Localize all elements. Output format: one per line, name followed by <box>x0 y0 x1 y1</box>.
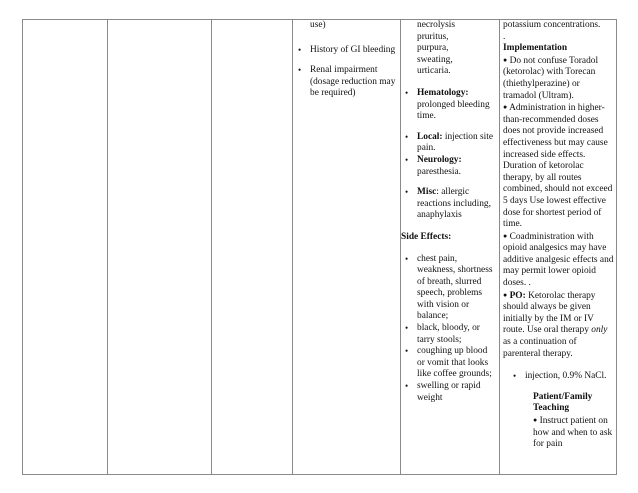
implementation-item-po <box>503 290 614 361</box>
bullet-icon: ● <box>503 231 508 240</box>
local-label: Local: <box>417 131 443 142</box>
po-text: Ketorolac therapy should always be given initially by the IM or IV route. Use oral therapy <box>503 290 596 336</box>
table-col-border-0 <box>22 19 23 475</box>
list-item <box>403 155 497 178</box>
table-col-border-3 <box>292 19 293 475</box>
side-effects-heading: Side Effects: <box>401 231 452 242</box>
table-bottom-border <box>22 474 617 475</box>
side-effects-list <box>403 254 497 405</box>
text-line: pruritus, <box>417 31 449 42</box>
po-tail: as a continuation of parenteral therapy. <box>503 337 577 359</box>
local-text: injection site pain. <box>417 131 494 154</box>
potassium-line: potassium concentrations. <box>503 20 601 30</box>
misc-text: : allergic reactions including, anaphylaxis <box>417 187 491 221</box>
list-item <box>403 88 497 123</box>
text-line: urticaria. <box>417 66 451 77</box>
list-item: • chest pain, weakness, shortness of breath, slurred speech, problems with vision or balance; <box>403 254 497 324</box>
table-col-border-1 <box>107 19 108 475</box>
teaching-item <box>503 415 614 451</box>
list-item: • swelling or rapid weight <box>403 381 497 404</box>
table-col-border-2 <box>211 19 212 475</box>
implementation-text: Do not confuse Toradol (ketorolac) with Torecan (thiethylperazine) or tramadol (Ultram). <box>503 55 599 101</box>
po-label: PO: <box>509 290 526 301</box>
stray-dot: . <box>503 31 506 42</box>
teaching-heading: Patient/Family Teaching <box>533 391 593 414</box>
list-item: • coughing up blood or vomit that looks like coffee grounds; <box>403 346 497 381</box>
teaching-text: Instruct patient on how and when to ask for pain <box>533 416 613 450</box>
implementation-item <box>503 231 614 290</box>
implementation-text: Administration in higher-than-recommended doses does not provide increased effectiveness but may cause increased side effects. Duration of ketorolac therapy, by all routes combined, should not exceed 5 days Use lowest effective dose for shortest period of time. <box>503 103 613 230</box>
text-line: sweating, <box>417 54 453 65</box>
implementation-text: Coadministration with opioid analgesics may have additive analgesic effects and may permit lower opioid doses. . <box>503 231 614 289</box>
adverse-category-list <box>403 88 497 222</box>
text-line: purpura, <box>417 43 449 54</box>
list-item <box>403 132 497 155</box>
implementation-heading: Implementation <box>503 43 568 54</box>
adverse-continuation <box>403 20 497 78</box>
table-col-border-6 <box>616 19 617 475</box>
table-cell-adverse-reactions <box>403 20 497 404</box>
table-cell-nursing-implications <box>503 20 614 451</box>
table-col-border-5 <box>499 19 500 475</box>
bullet-icon: ● <box>533 416 538 424</box>
implementation-item <box>503 102 614 231</box>
table-col-border-4 <box>400 19 401 475</box>
list-item: • injection, 0.9% NaCl. <box>511 371 614 383</box>
neurology-text: paresthesia. <box>417 166 461 177</box>
table-cell-contraindications <box>296 20 396 100</box>
bullet-icon: ● <box>503 55 508 64</box>
text-line: necrolysis <box>417 20 456 30</box>
contraindication-fragment: use) <box>310 20 326 30</box>
implementation-item <box>503 55 614 102</box>
neurology-label: Neurology: <box>417 154 462 165</box>
bullet-icon: ● <box>503 103 508 112</box>
po-emphasis: only <box>591 325 608 336</box>
list-item: • black, bloody, or tarry stools; <box>403 323 497 346</box>
list-item <box>403 187 497 222</box>
list-item: • History of GI bleeding <box>296 45 396 57</box>
bullet-icon: ● <box>503 290 508 299</box>
hematology-label: Hematology: <box>417 87 469 98</box>
list-item: • Renal impairment (dosage reduction may be required) <box>296 65 396 100</box>
injection-list <box>503 371 614 383</box>
contraindication-list <box>296 45 396 100</box>
hematology-text: prolonged bleeding time. <box>417 99 490 122</box>
misc-label: Misc <box>417 187 437 198</box>
